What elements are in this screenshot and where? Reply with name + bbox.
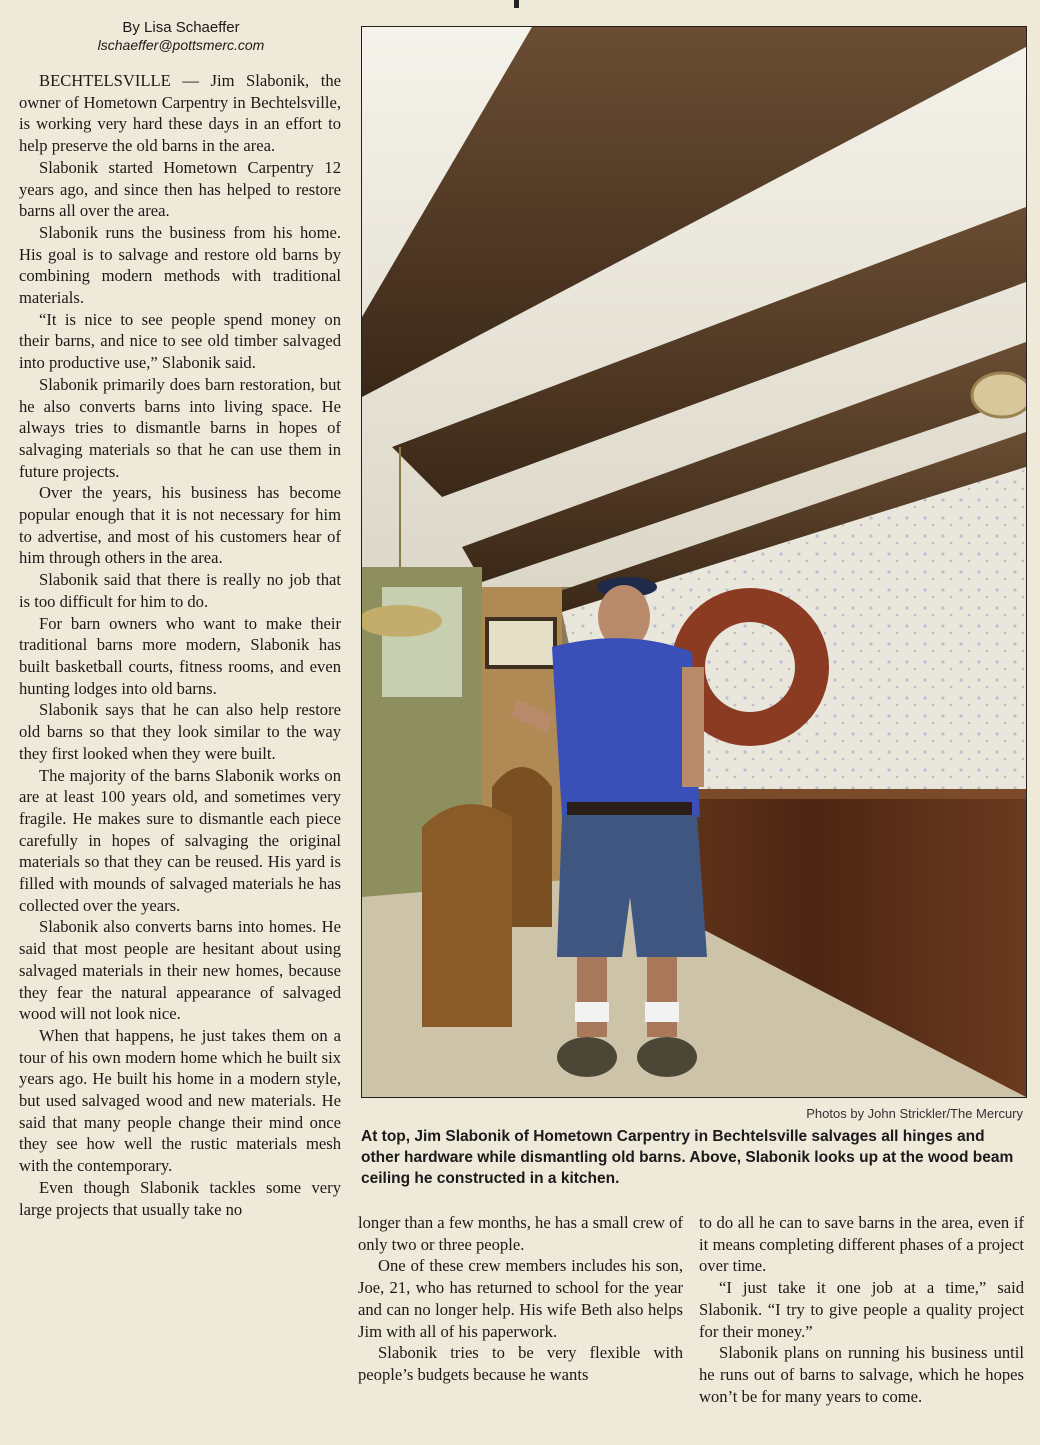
paragraph: to do all he can to save barns in the area, even if it means completing different phases of a project over time. (699, 1213, 1024, 1276)
author-name: By Lisa Schaeffer (122, 19, 240, 36)
paragraph: “I just take it one job at a time,” said Slabonik. “I try to give people a quality project for their money.” (699, 1278, 1024, 1341)
article-column-1 (19, 70, 341, 1220)
paragraph: “It is nice to see people spend money on their barns, and nice to see old timber salvaged into productive use,” Slabonik said. (19, 309, 341, 373)
byline (20, 18, 342, 54)
article-column-3 (699, 1212, 1024, 1407)
paragraph: For barn owners who want to make their traditional barns more modern, Slabonik has built basketball courts, fitness rooms, and even hunting lodges into old barns. (19, 613, 341, 698)
paragraph: Slabonik also converts barns into homes. He said that most people are hesitant about using salvaged materials in their new homes, because they fear the natural appearance of salvaged wood will not look nice. (19, 917, 341, 1024)
photo-credit: Photos by John Strickler/The Mercury (806, 1106, 1023, 1121)
paragraph: Slabonik says that he can also help restore old barns so that they look similar to the way they first looked when they were built. (19, 700, 341, 763)
chair (422, 804, 512, 1027)
hanging-basket (972, 373, 1026, 417)
paragraph: Slabonik runs the business from his home. His goal is to salvage and restore old barns by combining modern methods with traditional materials. (19, 222, 341, 308)
paragraph: Slabonik plans on running his business until he runs out of barns to salvage, which he hopes won’t be for many years to come. (699, 1343, 1024, 1406)
photo-caption: At top, Jim Slabonik of Hometown Carpentry in Bechtelsville salvages all hinges and other hardware while dismantling old barns. Above, Slabonik looks up at the wood beam ceiling he constructed in a kitchen. (361, 1128, 1014, 1187)
paragraph: One of these crew members includes his son, Joe, 21, who has returned to school for the year and can no longer help. His wife Beth also helps Jim with all of his paperwork. (358, 1256, 683, 1341)
paragraph: Over the years, his business has become popular enough that it is not necessary for him to advertise, and most of his customers hear of him through others in the area. (19, 483, 341, 568)
paragraph: When that happens, he just takes them on a tour of his own modern home which he built six years ago. He built his home in a modern style, but used salvaged wood and new materials. He said that many people change their mind once they see how well the rustic materials mesh with the contemporary. (19, 1025, 341, 1176)
wall-picture (487, 619, 555, 667)
photo-illustration (362, 27, 1026, 1097)
paragraph: Slabonik said that there is really no job that is too difficult for him to do. (19, 570, 341, 611)
paragraph: longer than a few months, he has a small crew of only two or three people. (358, 1213, 683, 1254)
kitchen-photo (361, 26, 1027, 1098)
author-email: lschaeffer@pottsmerc.com (97, 37, 265, 53)
paragraph: Slabonik started Hometown Carpentry 12 years ago, and since then has helped to restore barns all over the area. (19, 157, 341, 221)
paragraph: Slabonik tries to be very flexible with people’s budgets because he wants (358, 1343, 683, 1384)
article-column-2 (358, 1212, 683, 1386)
paragraph: Slabonik primarily does barn restoration, but he also converts barns into living space. He always tries to dismantle barns in hopes of salvaging materials so that he can use them in future projects. (19, 374, 341, 481)
masthead-fragment (500, 0, 530, 10)
paragraph: BECHTELSVILLE — Jim Slabonik, the owner of Hometown Carpentry in Bechtelsville, is working very hard these days in an effort to help preserve the old barns in the area. (19, 71, 341, 156)
paragraph: The majority of the barns Slabonik works on are at least 100 years old, and sometimes very fragile. He makes sure to dismantle each piece carefully in hopes of salvaging the original materials so that they can be reused. His yard is filled with mounds of salvaged materials he has collected over the years. (19, 765, 341, 915)
paragraph: Even though Slabonik tackles some very large projects that usually take no (19, 1177, 341, 1219)
